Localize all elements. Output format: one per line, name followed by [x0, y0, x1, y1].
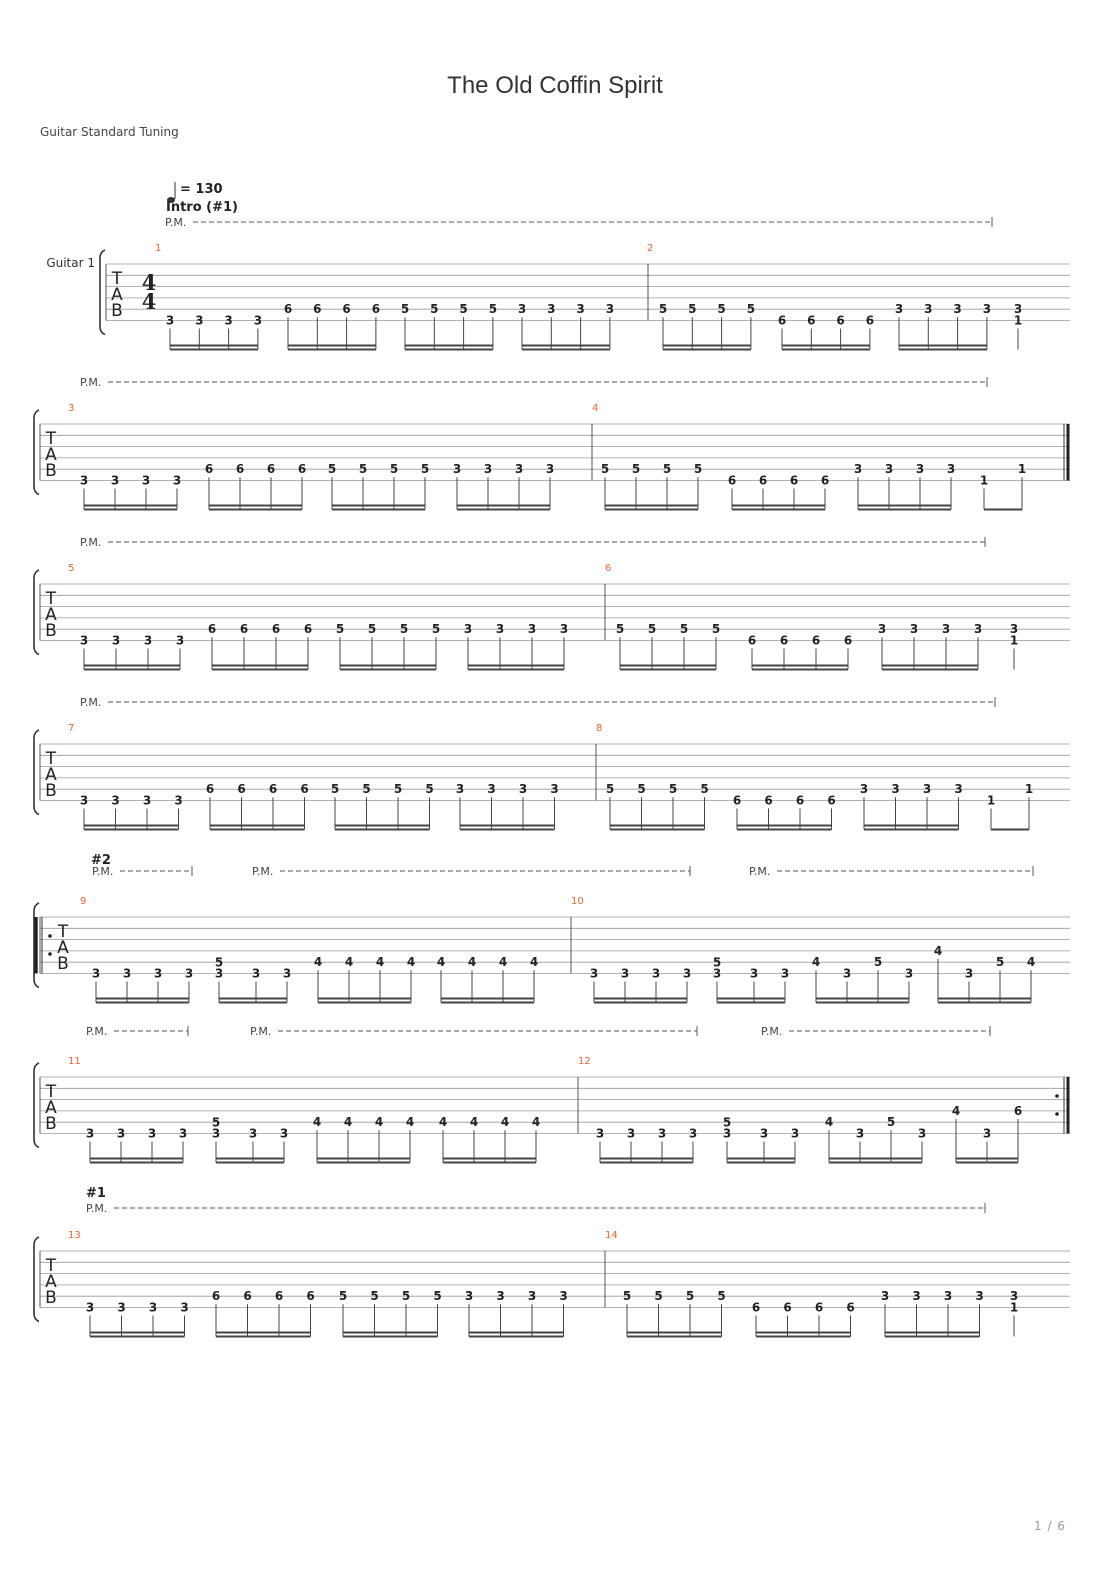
- palm-mute-label: P.M.: [165, 216, 187, 229]
- fret-number: 4: [933, 943, 943, 958]
- fret-number: 3: [790, 1126, 800, 1141]
- section-label: #2: [91, 853, 111, 868]
- fret-number: 6: [211, 1289, 221, 1304]
- fret-number: 6: [207, 622, 217, 637]
- fret-number: 3: [165, 313, 175, 328]
- fret-number: 3: [973, 622, 983, 637]
- fret-number: 3: [880, 1289, 890, 1304]
- tab-letter-t: T: [45, 1082, 57, 1102]
- fret-number: 3: [452, 462, 462, 477]
- tab-letter-t: T: [45, 749, 57, 769]
- fret-number: 3: [282, 966, 292, 981]
- fret-number: 3: [79, 473, 89, 488]
- fret-number: 3: [605, 302, 615, 317]
- fret-number: 3: [175, 633, 185, 648]
- fret-number: 4: [343, 1115, 353, 1130]
- tab-letter-a: A: [45, 1098, 57, 1118]
- tab-letter-b: B: [45, 1288, 57, 1308]
- fret-number: 3: [982, 1126, 992, 1141]
- section-label: #1: [86, 1186, 106, 1201]
- fret-number: 6: [814, 1300, 824, 1315]
- fret-number: 3: [142, 793, 152, 808]
- note-group: [92, 967, 193, 1003]
- fret-number: 5: [688, 302, 697, 317]
- fret-number: 3: [518, 782, 528, 797]
- fret-number: 4: [312, 1115, 322, 1130]
- fret-number: 5: [746, 302, 756, 317]
- fret-number: 6: [274, 1289, 284, 1304]
- tab-letter-a: A: [111, 285, 123, 305]
- system-bracket: [34, 730, 39, 815]
- fret-number: 4: [375, 955, 385, 970]
- measure-number: 9: [80, 896, 87, 907]
- fret-number: 5: [668, 782, 678, 797]
- tab-staff: [100, 250, 1070, 335]
- palm-mute-label: P.M.: [80, 696, 102, 709]
- fret-number: 5: [425, 782, 434, 797]
- fret-number: 4: [951, 1103, 961, 1118]
- tab-letter-b: B: [45, 621, 57, 641]
- fret-number: 6: [777, 313, 787, 328]
- fret-number: 3: [891, 782, 900, 797]
- fret-number: 6: [1013, 1103, 1023, 1118]
- fret-number: 3: [626, 1126, 636, 1141]
- fret-number: 3: [111, 793, 120, 808]
- fret-number: 6: [751, 1300, 761, 1315]
- palm-mute-label: P.M.: [80, 376, 102, 389]
- measure-number: 6: [605, 563, 612, 574]
- measure-number: 3: [68, 403, 75, 414]
- note-group: [733, 794, 836, 830]
- fret-number: 6: [732, 793, 742, 808]
- fret-number: 3: [79, 793, 89, 808]
- fret-number: 6: [306, 1289, 315, 1304]
- fret-number: 5: [631, 462, 641, 477]
- fret-number: 6: [342, 302, 351, 317]
- fret-number: 6: [843, 633, 853, 648]
- fret-number: 6: [807, 313, 816, 328]
- tab-letter-a: A: [45, 445, 57, 465]
- fret-number: 3: [559, 1289, 568, 1304]
- fret-number: 5: [886, 1115, 896, 1130]
- fret-number: 3: [894, 302, 904, 317]
- fret-number: 5: [637, 782, 646, 797]
- system-bracket: [34, 1063, 39, 1148]
- fret-number: 3: [211, 1126, 221, 1141]
- fret-number: 6: [747, 633, 757, 648]
- fret-number: 3: [853, 462, 863, 477]
- fret-number: 4: [313, 955, 323, 970]
- fret-number: 5: [327, 462, 337, 477]
- fret-number: 3: [1009, 1289, 1019, 1304]
- fret-number: 3: [589, 966, 599, 981]
- note-group: [80, 474, 181, 510]
- tab-letter-b: B: [57, 954, 69, 974]
- measure-number: 13: [68, 1230, 81, 1241]
- measure-number: 14: [605, 1230, 618, 1241]
- note-group: [728, 474, 829, 510]
- fret-number: 3: [682, 966, 692, 981]
- fret-number: 3: [550, 782, 559, 797]
- fret-number: 6: [811, 633, 821, 648]
- fret-number: 5: [722, 1115, 732, 1130]
- measure-number: 8: [596, 723, 603, 734]
- tab-staff: [34, 730, 1070, 815]
- fret-number: 6: [239, 622, 249, 637]
- fret-number: 4: [529, 955, 539, 970]
- fret-number: 6: [371, 302, 381, 317]
- fret-number: 5: [873, 955, 883, 970]
- fret-number: 5: [211, 1115, 221, 1130]
- fret-number: 6: [283, 302, 293, 317]
- palm-mute-label: P.M.: [749, 865, 771, 878]
- fret-number: 6: [795, 793, 805, 808]
- fret-number: 3: [982, 302, 992, 317]
- fret-number: 3: [91, 966, 101, 981]
- fret-number: 5: [693, 462, 703, 477]
- fret-number: 3: [954, 782, 963, 797]
- tab-letter-b: B: [45, 461, 57, 481]
- fret-number: 3: [248, 1126, 258, 1141]
- fret-number: 5: [431, 622, 441, 637]
- measure-number: 10: [571, 896, 584, 907]
- measure-number: 11: [68, 1056, 81, 1067]
- fret-number: 3: [922, 782, 932, 797]
- note-group: [752, 1301, 855, 1337]
- fret-number: 4: [406, 955, 416, 970]
- note-group: [80, 794, 183, 830]
- fret-number: 1: [1017, 462, 1027, 477]
- fret-number: 3: [884, 462, 894, 477]
- fret-number: 4: [531, 1115, 541, 1130]
- measure-number: 12: [578, 1056, 591, 1067]
- measure-number: 2: [647, 243, 654, 254]
- fret-number: 3: [85, 1300, 95, 1315]
- fret-number: 3: [148, 1300, 158, 1315]
- fret-number: 5: [679, 622, 689, 637]
- fret-number: 6: [764, 793, 773, 808]
- fret-number: 5: [622, 1289, 632, 1304]
- fret-number: 3: [147, 1126, 157, 1141]
- fret-number: 6: [727, 473, 737, 488]
- tab-letter-b: B: [111, 301, 123, 321]
- fret-number: 3: [924, 302, 933, 317]
- fret-number: 5: [995, 955, 1005, 970]
- fret-number: 3: [496, 1289, 505, 1304]
- tab-letter-t: T: [45, 1256, 57, 1276]
- fret-number: 3: [172, 473, 182, 488]
- tab-letter-t: T: [45, 429, 57, 449]
- fret-number: 5: [654, 1289, 663, 1304]
- fret-number: 4: [405, 1115, 415, 1130]
- system-bracket: [34, 570, 39, 655]
- fret-number: 3: [712, 966, 722, 981]
- fret-number: 6: [827, 793, 836, 808]
- fret-number: 4: [498, 955, 508, 970]
- repeat-dot: [48, 934, 52, 938]
- fret-number: 3: [180, 1300, 189, 1315]
- fret-number: 5: [335, 622, 345, 637]
- fret-number: 5: [389, 462, 399, 477]
- fret-number: 3: [964, 966, 974, 981]
- fret-number: 3: [117, 1300, 126, 1315]
- fret-number: 6: [836, 313, 845, 328]
- note-group: [778, 314, 874, 350]
- fret-number: 3: [859, 782, 869, 797]
- fret-number: 3: [620, 966, 630, 981]
- fret-number: 3: [688, 1126, 698, 1141]
- note-group: [166, 314, 262, 350]
- measure-number: 1: [155, 243, 162, 254]
- fret-number: 3: [195, 313, 204, 328]
- palm-mute-label: P.M.: [80, 536, 102, 549]
- fret-number: 5: [393, 782, 403, 797]
- time-sig-top: 4: [141, 270, 157, 295]
- tab-staff: [34, 410, 1070, 495]
- fret-number: 3: [464, 1289, 474, 1304]
- song-title: The Old Coffin Spirit: [447, 72, 663, 99]
- fret-number: 3: [780, 966, 790, 981]
- fret-number: 3: [153, 966, 163, 981]
- page-number: 1 / 6: [1034, 1519, 1066, 1533]
- palm-mute-label: P.M.: [252, 865, 274, 878]
- instrument-label: Guitar 1: [46, 256, 95, 270]
- fret-number: 5: [433, 1289, 442, 1304]
- fret-number: 3: [943, 1289, 953, 1304]
- fret-number: 3: [657, 1126, 667, 1141]
- fret-number: 6: [204, 462, 214, 477]
- fret-number: 3: [85, 1126, 95, 1141]
- tab-letter-t: T: [57, 922, 69, 942]
- fret-number: 6: [865, 313, 875, 328]
- system-bracket: [34, 410, 39, 495]
- fret-number: 5: [420, 462, 430, 477]
- fret-number: 5: [370, 1289, 379, 1304]
- tab-letter-t: T: [111, 269, 123, 289]
- fret-number: 5: [401, 1289, 411, 1304]
- fret-number: 3: [174, 793, 183, 808]
- palm-mute-label: P.M.: [86, 1202, 108, 1215]
- note-group: [748, 634, 852, 670]
- fret-number: 3: [1013, 302, 1023, 317]
- fret-number: 3: [253, 313, 263, 328]
- fret-number: 6: [789, 473, 799, 488]
- fret-number: 5: [658, 302, 668, 317]
- fret-number: 6: [300, 782, 309, 797]
- fret-number: 3: [483, 462, 493, 477]
- fret-number: 5: [700, 782, 709, 797]
- fret-number: 3: [909, 622, 919, 637]
- fret-number: 6: [235, 462, 245, 477]
- fret-number: 3: [110, 473, 120, 488]
- fret-number: 5: [358, 462, 368, 477]
- fret-number: 4: [436, 955, 446, 970]
- fret-number: 3: [576, 302, 585, 317]
- palm-mute-label: P.M.: [761, 1025, 783, 1038]
- fret-number: 6: [820, 473, 830, 488]
- repeat-dot: [1055, 1094, 1059, 1098]
- fret-number: 3: [912, 1289, 921, 1304]
- fret-number: 3: [527, 1289, 537, 1304]
- tab-letter-a: A: [45, 1272, 57, 1292]
- fret-number: 6: [205, 782, 215, 797]
- fret-number: 4: [374, 1115, 384, 1130]
- fret-number: 3: [559, 622, 569, 637]
- fret-number: 4: [344, 955, 354, 970]
- fret-number: 6: [313, 302, 322, 317]
- fret-number: 5: [711, 622, 721, 637]
- note-group: [86, 1301, 189, 1337]
- repeat-dot: [48, 952, 52, 956]
- measure-number: 5: [68, 563, 75, 574]
- fret-number: 3: [917, 1126, 927, 1141]
- palm-mute-label: P.M.: [92, 865, 114, 878]
- fret-number: 6: [266, 462, 276, 477]
- tempo-marking: = 130: [180, 182, 223, 197]
- fret-number: 3: [759, 1126, 769, 1141]
- fret-number: 3: [946, 462, 956, 477]
- fret-number: 6: [758, 473, 768, 488]
- fret-number: 3: [455, 782, 465, 797]
- fret-number: 1: [1009, 633, 1019, 648]
- fret-number: 5: [685, 1289, 695, 1304]
- fret-number: 3: [143, 633, 153, 648]
- fret-number: 3: [842, 966, 852, 981]
- fret-number: 5: [647, 622, 657, 637]
- section-label: Intro (#1): [166, 200, 238, 215]
- fret-number: 5: [662, 462, 672, 477]
- fret-number: 3: [178, 1126, 188, 1141]
- fret-number: 5: [615, 622, 625, 637]
- palm-mute-label: P.M.: [250, 1025, 272, 1038]
- fret-number: 1: [1013, 313, 1023, 328]
- fret-number: 4: [1026, 955, 1036, 970]
- tab-letter-b: B: [45, 781, 57, 801]
- tab-letter-a: A: [57, 938, 69, 958]
- fret-number: 3: [487, 782, 496, 797]
- system-bracket: [100, 250, 105, 335]
- fret-number: 3: [79, 633, 89, 648]
- system-bracket: [34, 1237, 39, 1322]
- fret-number: 6: [846, 1300, 855, 1315]
- fret-number: 3: [279, 1126, 289, 1141]
- note-group: [86, 1127, 187, 1163]
- fret-number: 1: [979, 473, 989, 488]
- fret-number: 5: [488, 302, 498, 317]
- palm-mute-label: P.M.: [86, 1025, 108, 1038]
- fret-number: 3: [595, 1126, 605, 1141]
- tab-staff: [34, 1063, 1070, 1148]
- tab-staff: [34, 1237, 1070, 1322]
- fret-number: 3: [877, 622, 887, 637]
- fret-number: 3: [1009, 622, 1019, 637]
- measure-number: 7: [68, 723, 75, 734]
- fret-number: 3: [122, 966, 132, 981]
- fret-number: 3: [545, 462, 555, 477]
- fret-number: 6: [303, 622, 313, 637]
- fret-number: 3: [111, 633, 121, 648]
- fret-number: 4: [824, 1115, 834, 1130]
- fret-number: 3: [953, 302, 962, 317]
- fret-number: 5: [600, 462, 610, 477]
- fret-number: 5: [400, 302, 410, 317]
- fret-number: 6: [243, 1289, 252, 1304]
- fret-number: 3: [184, 966, 194, 981]
- fret-number: 3: [904, 966, 914, 981]
- fret-number: 5: [712, 955, 722, 970]
- note-group: [590, 967, 691, 1003]
- fret-number: 3: [116, 1126, 126, 1141]
- tab-letter-t: T: [45, 589, 57, 609]
- fret-number: 5: [459, 302, 468, 317]
- repeat-dot: [1055, 1112, 1059, 1116]
- fret-number: 4: [438, 1115, 448, 1130]
- measure-number: 4: [592, 403, 599, 414]
- fret-number: 5: [399, 622, 409, 637]
- fret-number: 3: [975, 1289, 984, 1304]
- fret-number: 5: [338, 1289, 348, 1304]
- fret-number: 3: [224, 313, 233, 328]
- tab-letter-b: B: [45, 1114, 57, 1134]
- fret-number: 5: [430, 302, 439, 317]
- fret-number: 6: [271, 622, 281, 637]
- fret-number: 5: [214, 955, 224, 970]
- fret-number: 3: [941, 622, 951, 637]
- note-group: [596, 1127, 697, 1163]
- fret-number: 5: [330, 782, 340, 797]
- fret-number: 4: [469, 1115, 479, 1130]
- fret-number: 3: [855, 1126, 865, 1141]
- fret-number: 3: [214, 966, 224, 981]
- fret-number: 3: [514, 462, 524, 477]
- fret-number: 3: [722, 1126, 732, 1141]
- fret-number: 6: [779, 633, 789, 648]
- fret-number: 1: [1024, 782, 1034, 797]
- fret-number: 5: [362, 782, 371, 797]
- fret-number: 5: [605, 782, 615, 797]
- tuning-label: Guitar Standard Tuning: [40, 125, 179, 139]
- fret-number: 1: [986, 793, 996, 808]
- fret-number: 3: [517, 302, 527, 317]
- fret-number: 3: [463, 622, 473, 637]
- fret-number: 6: [297, 462, 307, 477]
- fret-number: 5: [717, 302, 726, 317]
- fret-number: 5: [367, 622, 377, 637]
- fret-number: 3: [651, 966, 661, 981]
- fret-number: 6: [237, 782, 246, 797]
- fret-number: 3: [749, 966, 759, 981]
- fret-number: 3: [547, 302, 556, 317]
- time-sig-bottom: 4: [141, 289, 157, 314]
- tab-letter-a: A: [45, 605, 57, 625]
- fret-number: 6: [268, 782, 278, 797]
- fret-number: 3: [141, 473, 151, 488]
- fret-number: 4: [467, 955, 477, 970]
- fret-number: 3: [495, 622, 505, 637]
- fret-number: 3: [527, 622, 537, 637]
- fret-number: 3: [251, 966, 261, 981]
- fret-number: 1: [1009, 1300, 1019, 1315]
- fret-number: 4: [811, 955, 821, 970]
- note-group: [80, 634, 184, 670]
- fret-number: 3: [915, 462, 925, 477]
- fret-number: 4: [500, 1115, 510, 1130]
- tab-letter-a: A: [45, 765, 57, 785]
- fret-number: 5: [717, 1289, 726, 1304]
- fret-number: 6: [783, 1300, 792, 1315]
- tab-staff: [34, 570, 1070, 655]
